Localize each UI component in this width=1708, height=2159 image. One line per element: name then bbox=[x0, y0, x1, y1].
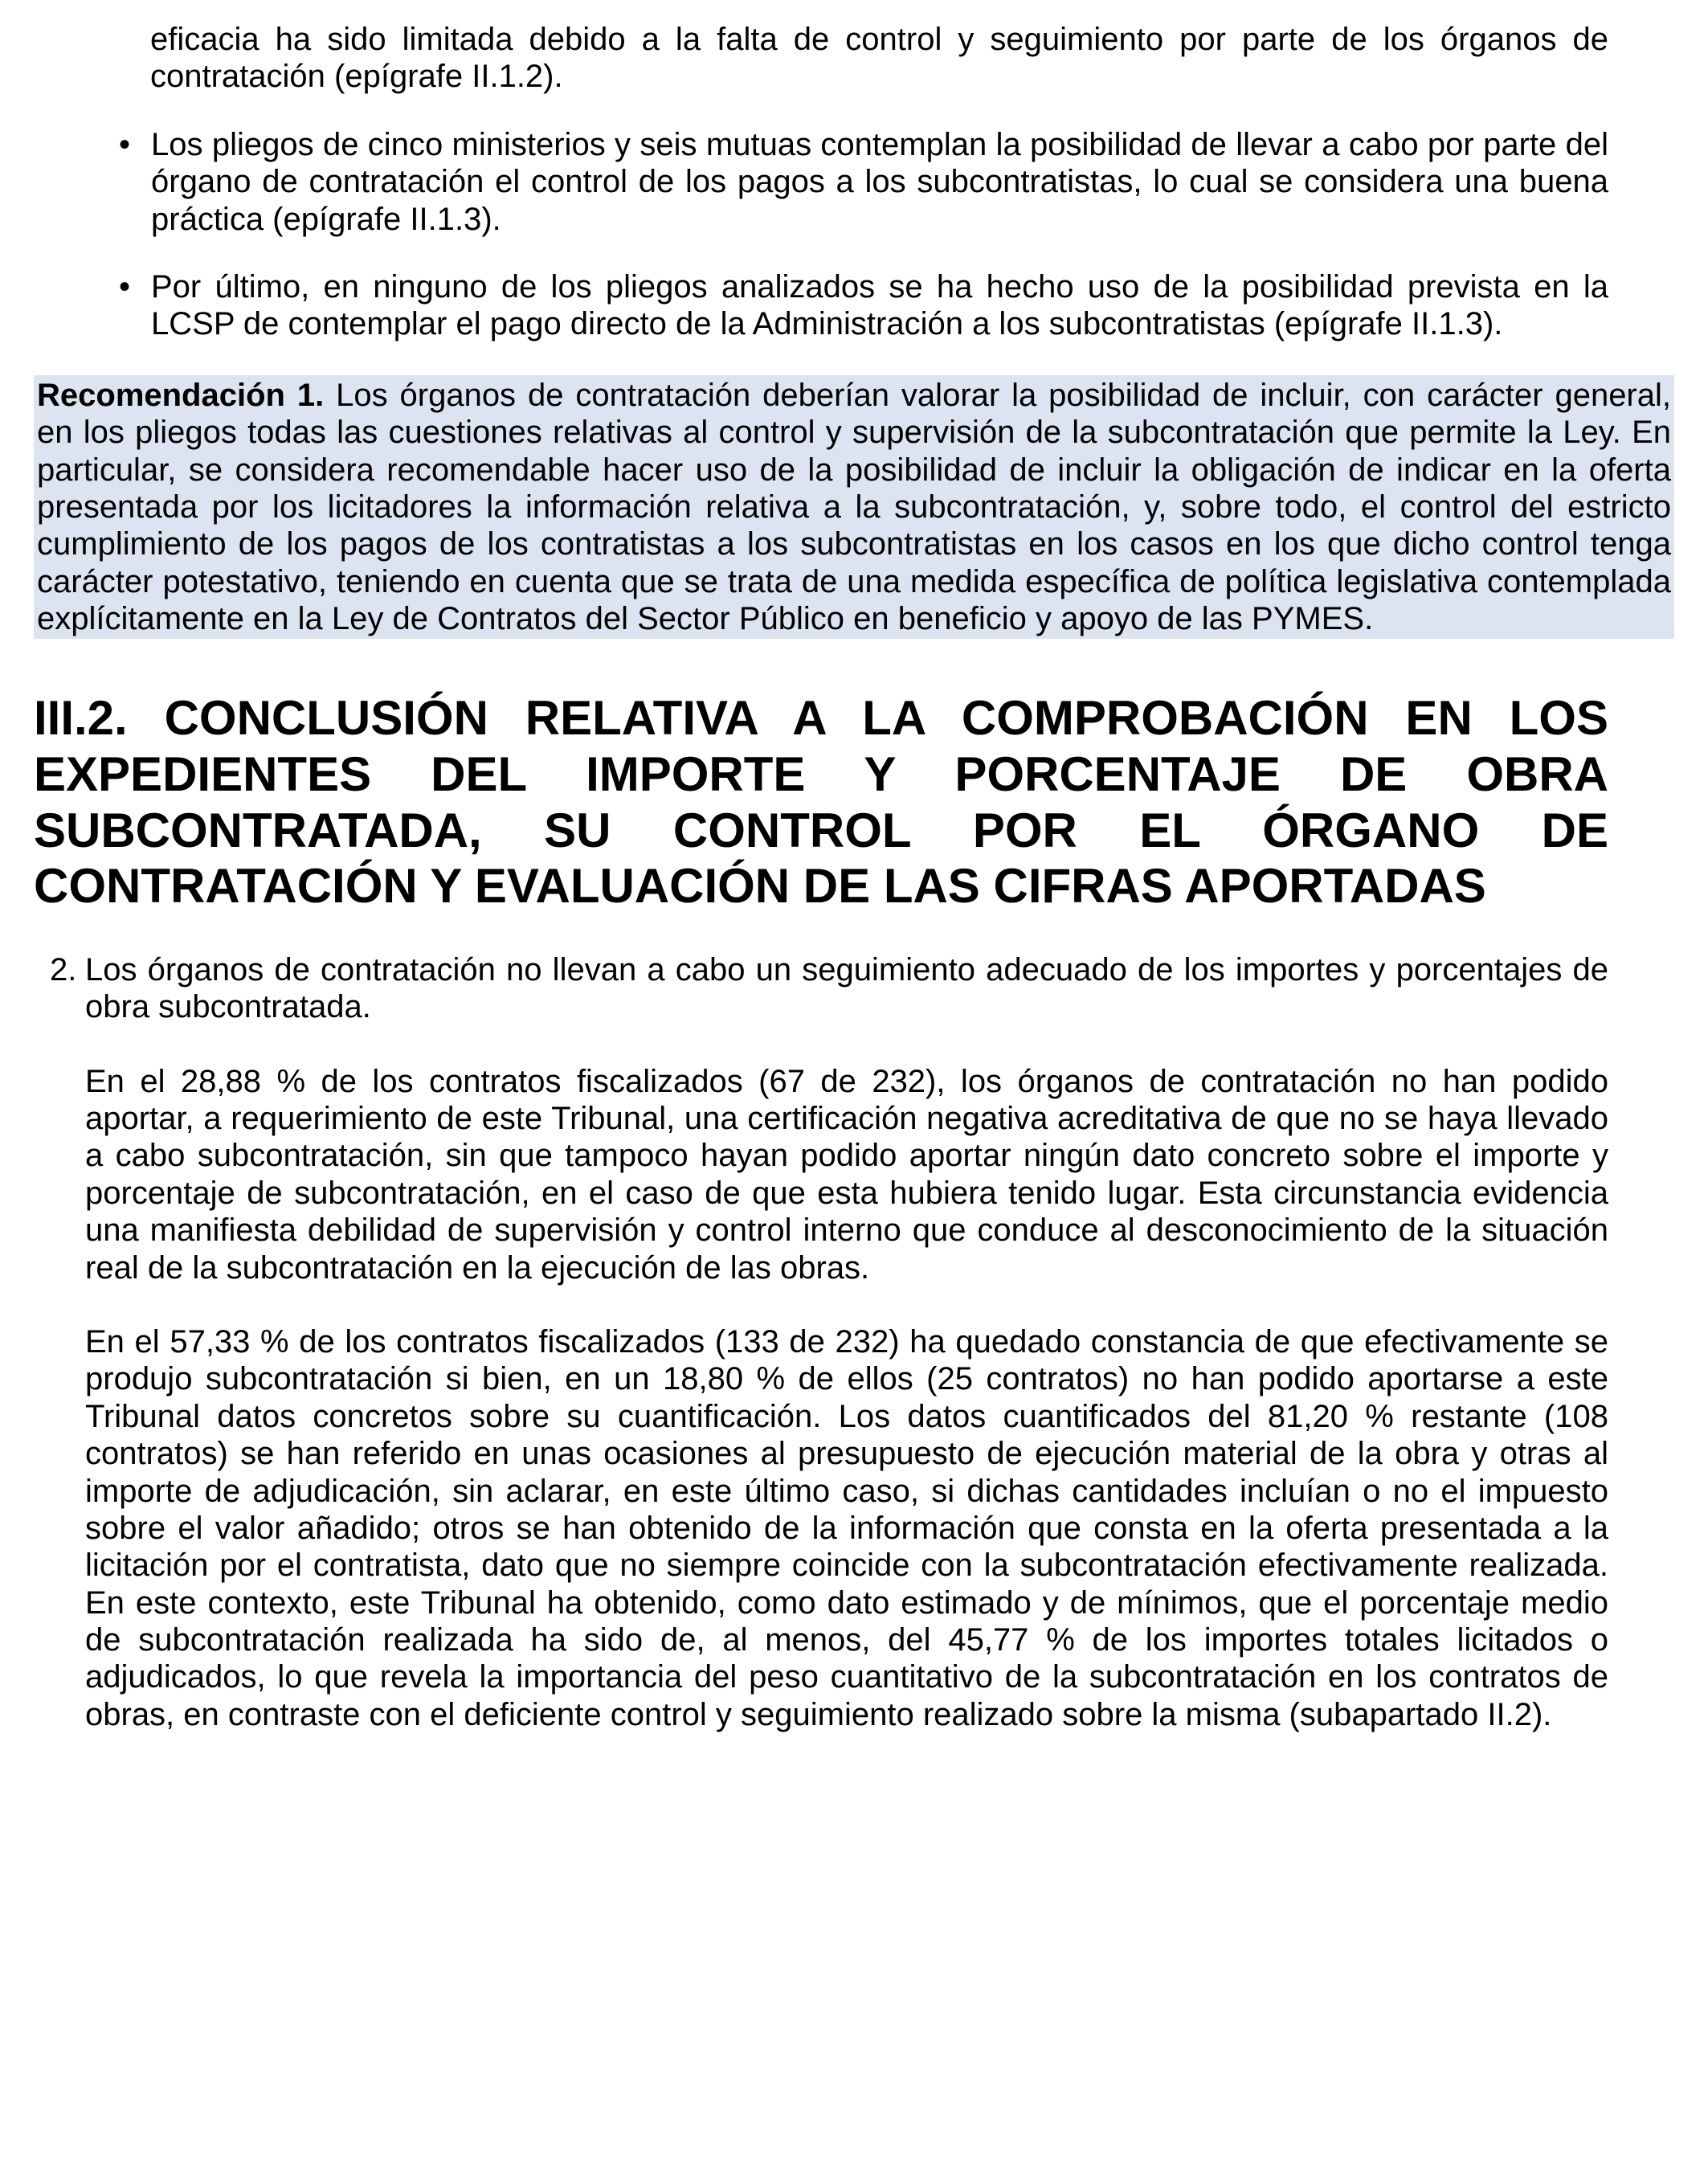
conclusion-item bbox=[50, 951, 1608, 1026]
body-paragraph-1: En el 28,88 % de los contratos fiscalizados (67 de 232), los órganos de contratación no han podido aportar, a requerimiento de este Tribunal, una certificación negativa acreditativa de que no se haya llevado a cabo subcontratación, sin que tampoco hayan podido aportar ningún dato concreto sobre el importe y porcentaje de subcontratación, en el caso de que esta hubiera tenido lugar. Esta circunstancia evidencia una manifiesta debilidad de supervisión y control interno que conduce al desconocimiento de la situación real de la subcontratación en la ejecución de las obras. bbox=[85, 1063, 1608, 1286]
bullet-list bbox=[34, 126, 1674, 343]
bullet-text: Los pliegos de cinco ministerios y seis mutuas contemplan la posibilidad de llevar a cabo por parte del órgano de contratación el control de los pagos a los subcontratistas, lo cual se considera una buena práctica (epígrafe II.1.3). bbox=[151, 126, 1608, 237]
bullet-icon: • bbox=[119, 126, 131, 162]
item-number: 2. bbox=[50, 951, 77, 987]
section-heading: III.2. CONCLUSIÓN RELATIVA A LA COMPROBACIÓN EN LOS EXPEDIENTES DEL IMPORTE Y PORCENTAJE DE OBRA SUBCONTRATADA, SU CONTROL POR EL ÓRGANO DE CONTRATACIÓN Y EVALUACIÓN DE LAS CIFRAS APORTADAS bbox=[34, 691, 1608, 914]
body-paragraph-2: En el 57,33 % de los contratos fiscalizados (133 de 232) ha quedado constancia de que efectivamente se produjo subcontratación si bien, en un 18,80 % de ellos (25 contratos) no han podido aportarse a este Tribunal datos concretos sobre su cuantificación. Los datos cuantificados del 81,20 % restante (108 contratos) se han referido en unas ocasiones al presupuesto de ejecución material de la obra y otras al importe de adjudicación, sin aclarar, en este último caso, si dichas cantidades incluían o no el impuesto sobre el valor añadido; otros se han obtenido de la información que consta en la oferta presentada a la licitación por el contratista, dato que no siempre coincide con la subcontratación efectivamente realizada. En este contexto, este Tribunal ha obtenido, como dato estimado y de mínimos, que el porcentaje medio de subcontratación realizada ha sido de, al menos, del 45,77 % de los importes totales licitados o adjudicados, lo que revela la importancia del peso cuantitativo de la subcontratación en los contratos de obras, en contraste con el deficiente control y seguimiento realizado sobre la misma (subapartado II.2). bbox=[85, 1323, 1608, 1732]
bullet-text: Por último, en ninguno de los pliegos analizados se ha hecho uso de la posibilidad prevista en la LCSP de contemplar el pago directo de la Administración a los subcontratistas (epígrafe II.1.3). bbox=[151, 268, 1608, 342]
intro-paragraph: eficacia ha sido limitada debido a la falta de control y seguimiento por parte de los órganos de contratación (epígrafe II.1.2). bbox=[150, 22, 1608, 95]
recommendation-text: Los órganos de contratación deberían valorar la posibilidad de incluir, con carácter general, en los pliegos todas las cuestiones relativas al control y supervisión de la subcontratación que permite la Ley. En particular, se considera recomendable hacer uso de la posibilidad de incluir la obligación de indicar en la oferta presentada por los licitadores la información relativa a la subcontratación, y, sobre todo, el control del estricto cumplimiento de los pagos de los contratistas a los subcontratistas en los casos en los que dicho control tenga carácter potestativo, teniendo en cuenta que se trata de una medida específica de política legislativa contemplada explícitamente en la Ley de Contratos del Sector Público en beneficio y apoyo de las PYMES. bbox=[37, 377, 1672, 637]
conclusion-lead: Los órganos de contratación no llevan a cabo un seguimiento adecuado de los importes y porcentajes de obra subcontratada. bbox=[85, 951, 1608, 1025]
bullet-item bbox=[119, 268, 1608, 343]
bullet-item bbox=[119, 126, 1608, 238]
recommendation-label: Recomendación 1. bbox=[37, 377, 325, 413]
recommendation-box bbox=[34, 375, 1674, 640]
bullet-icon: • bbox=[119, 268, 131, 305]
